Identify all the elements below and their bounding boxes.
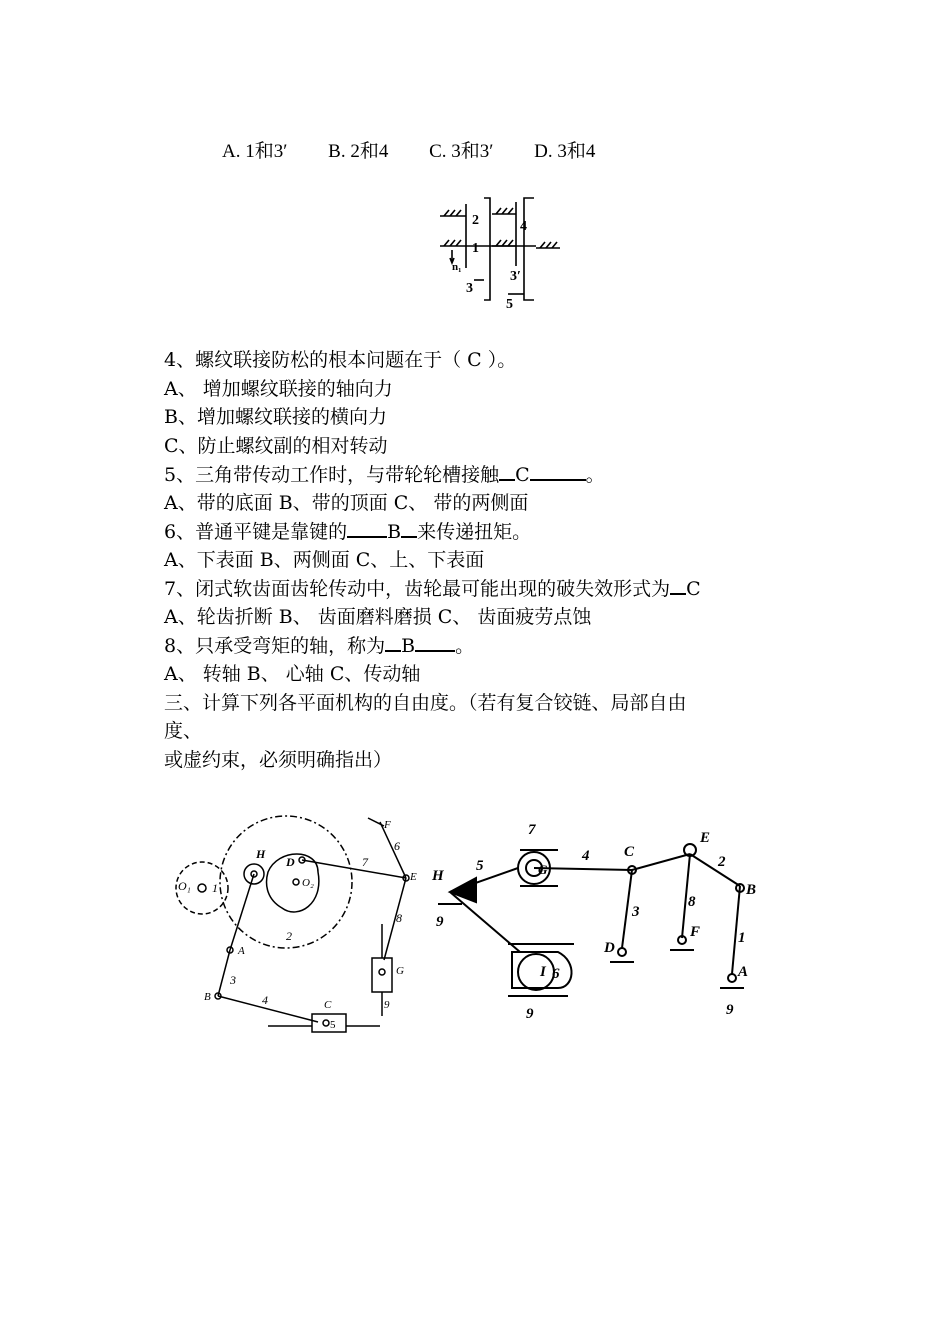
gear-label-3: 3 (466, 281, 473, 296)
q8-answer: B (401, 635, 416, 657)
left-label-9: 9 (384, 999, 390, 1011)
right-label-9-right: 9 (726, 1002, 734, 1018)
section3-heading-end: 或虚约束，必须明确指出） (164, 749, 393, 771)
q8-options: A、 转轴 B、 心轴 C、传动轴 (164, 663, 421, 685)
right-label-I: I (540, 964, 546, 980)
left-label-4: 4 (262, 993, 268, 1007)
left-label-5: 5 (330, 1019, 336, 1031)
left-label-F: F (384, 819, 391, 831)
left-label-6: 6 (394, 839, 400, 853)
q8-suffix: 。 (455, 635, 475, 657)
left-label-E: E (410, 871, 417, 883)
left-label-1: 1 (212, 881, 218, 895)
left-label-O1: O₁ (178, 879, 191, 893)
right-label-4: 4 (582, 848, 590, 864)
q6-answer: B (387, 521, 402, 543)
left-label-G: G (396, 965, 404, 977)
section3-heading-cont: 度、 (164, 720, 203, 742)
right-label-1: 1 (738, 930, 746, 946)
right-label-G: G (538, 862, 548, 877)
q7-options: A、轮齿折断 B、 齿面磨料磨损 C、 齿面疲劳点蚀 (164, 606, 592, 628)
right-label-C: C (624, 844, 635, 860)
option-d: D. 3和4 (534, 141, 596, 162)
q4-option-b: B、增加螺纹联接的横向力 (164, 406, 387, 428)
option-b: B. 2和4 (328, 141, 389, 162)
right-label-3: 3 (632, 904, 640, 920)
right-label-8: 8 (688, 894, 696, 910)
q6-stem (164, 520, 531, 544)
gear-label-5: 5 (506, 297, 513, 312)
right-label-7: 7 (528, 822, 536, 838)
left-label-D: D (286, 855, 295, 869)
gear-label-2: 2 (472, 213, 479, 228)
right-label-F: F (690, 924, 701, 940)
left-label-O2: O₂ (302, 877, 314, 889)
q6-options: A、下表面 B、两侧面 C、上、下表面 (164, 549, 485, 571)
q5-stem (164, 463, 605, 487)
right-label-9-left: 9 (436, 914, 444, 930)
left-label-8: 8 (396, 911, 402, 925)
left-label-H: H (256, 847, 266, 861)
right-label-D: D (604, 940, 615, 956)
option-a: A. 1和3′ (222, 141, 288, 162)
gear-train-figure (436, 194, 566, 316)
right-label-2: 2 (718, 854, 726, 870)
q5-options: A、带的底面 B、带的顶面 C、 带的两侧面 (164, 492, 529, 514)
right-label-6: 6 (552, 966, 560, 982)
left-label-7: 7 (362, 855, 368, 869)
right-label-A: A (738, 964, 749, 980)
right-label-B: B (746, 882, 757, 898)
mechanism-right-figure (428, 812, 768, 1026)
right-label-E: E (700, 830, 711, 846)
q7-answer: C (686, 578, 701, 600)
left-label-A: A (238, 945, 245, 957)
q8-stem (164, 634, 474, 658)
left-label-B: B (204, 991, 211, 1003)
answer-options-row (222, 136, 631, 163)
right-label-9-mid: 9 (526, 1006, 534, 1022)
option-c: C. 3和3′ (429, 141, 494, 162)
gear-label-3prime: 3′ (510, 269, 521, 284)
gear-label-4: 4 (520, 219, 527, 234)
left-label-C: C (324, 999, 332, 1011)
left-label-2: 2 (286, 929, 292, 943)
section3-heading: 三、计算下列各平面机构的自由度。（若有复合铰链、局部自由 (164, 692, 687, 714)
gear-label-1: 1 (472, 241, 479, 256)
q5-prefix: 5、三角带传动工作时，与带轮轮槽接触 (164, 464, 500, 486)
q7-prefix: 7、闭式软齿面齿轮传动中，齿轮最可能出现的破失效形式为 (164, 578, 671, 600)
right-label-H: H (432, 868, 444, 884)
left-label-3: 3 (230, 973, 236, 987)
right-label-5: 5 (476, 858, 484, 874)
q8-prefix: 8、只承受弯矩的轴，称为 (164, 635, 386, 657)
q4-option-a: A、 增加螺纹联接的轴向力 (164, 378, 393, 400)
q5-answer: C (515, 464, 530, 486)
gear-label-n1: n₁ (452, 261, 462, 273)
q7-stem (164, 577, 701, 601)
q6-prefix: 6、普通平键是靠键的 (164, 521, 348, 543)
q4-stem: 4、螺纹联接防松的根本问题在于（ C ）。 (164, 349, 517, 371)
q4-option-c: C、防止螺纹副的相对转动 (164, 435, 388, 457)
mechanism-left-figure (168, 808, 420, 1040)
q6-suffix: 来传递扭矩。 (417, 521, 532, 543)
q5-suffix: 。 (585, 464, 605, 486)
